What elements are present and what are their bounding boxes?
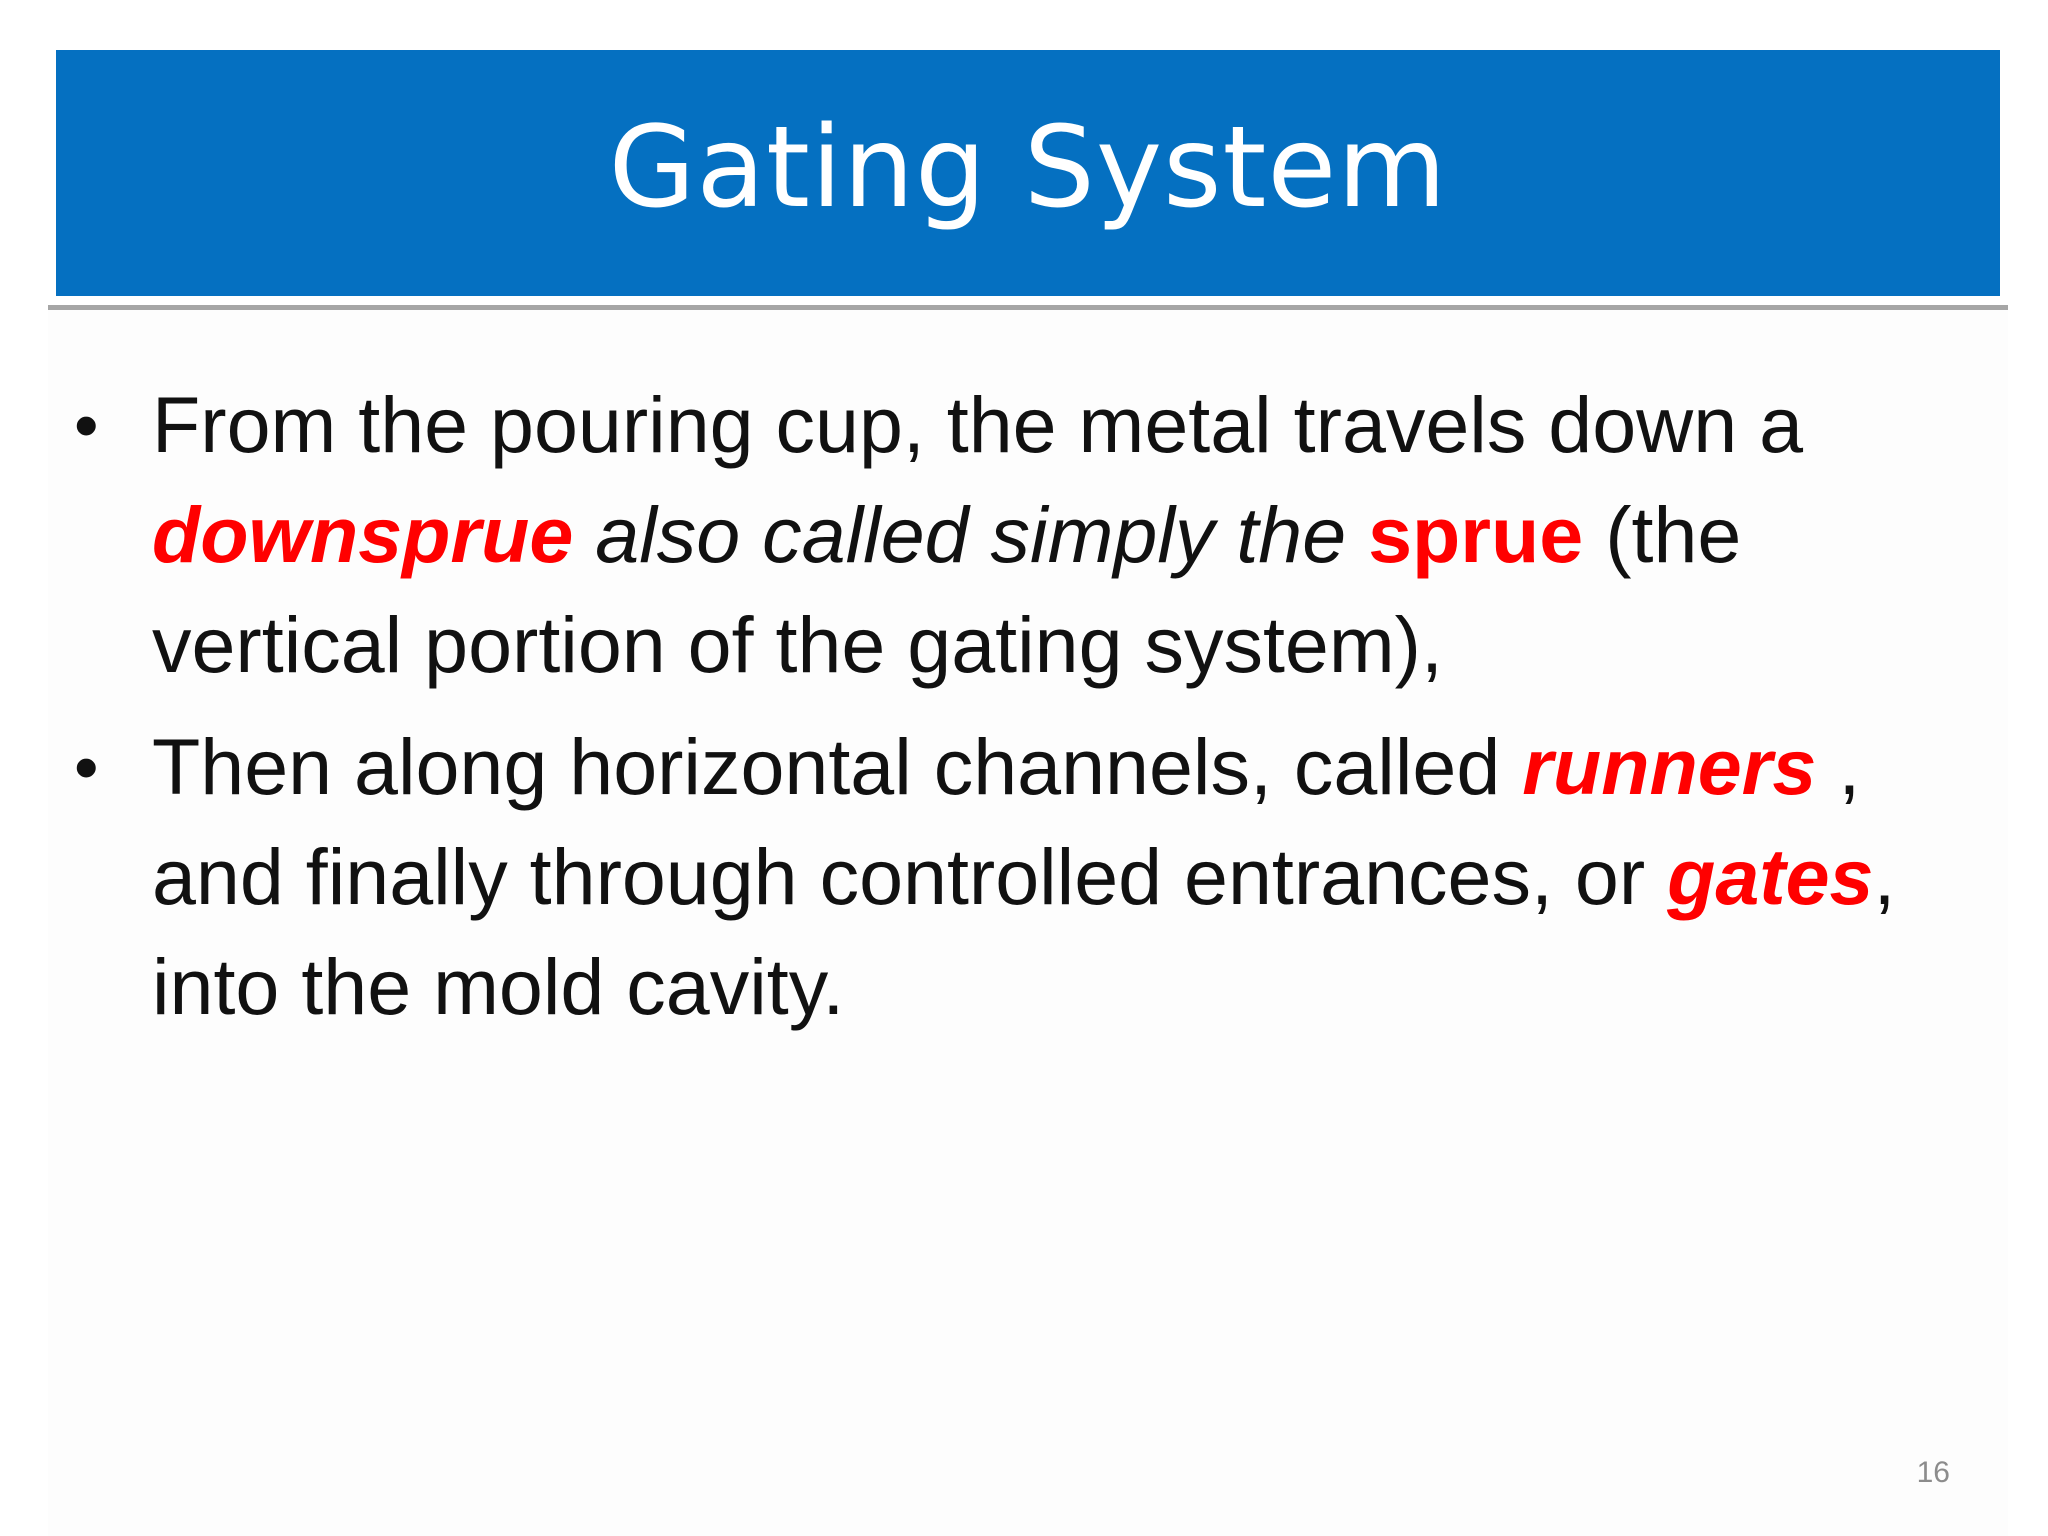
slide-title: Gating System xyxy=(608,103,1448,233)
bullet-marker: • xyxy=(74,728,99,806)
page-number: 16 xyxy=(1916,1456,1950,1489)
bullet-text xyxy=(152,380,1803,689)
text-segment: , into the mold cavity. xyxy=(152,832,1896,1031)
title-bar xyxy=(56,50,2000,296)
bullet-marker: • xyxy=(74,386,99,464)
bullet-item xyxy=(72,370,1972,700)
keyword-sprue: sprue xyxy=(1368,490,1584,579)
keyword-gates: gates xyxy=(1667,832,1874,921)
text-segment-italic: also called simply the xyxy=(573,490,1369,579)
text-segment: (the vertical portion of the gating system), xyxy=(152,490,1742,689)
keyword-runners: runners xyxy=(1522,722,1817,811)
text-segment: From the pouring cup, the metal travels down a xyxy=(152,380,1804,469)
bullet-text xyxy=(152,722,1895,1031)
bullet-list xyxy=(72,370,1972,1054)
title-divider xyxy=(48,305,2008,310)
keyword-downsprue: downsprue xyxy=(152,490,574,579)
text-segment: Then along horizontal channels, called xyxy=(152,722,1523,811)
bullet-item xyxy=(72,712,1972,1042)
text-segment: , and finally through controlled entrances, or xyxy=(152,722,1861,921)
